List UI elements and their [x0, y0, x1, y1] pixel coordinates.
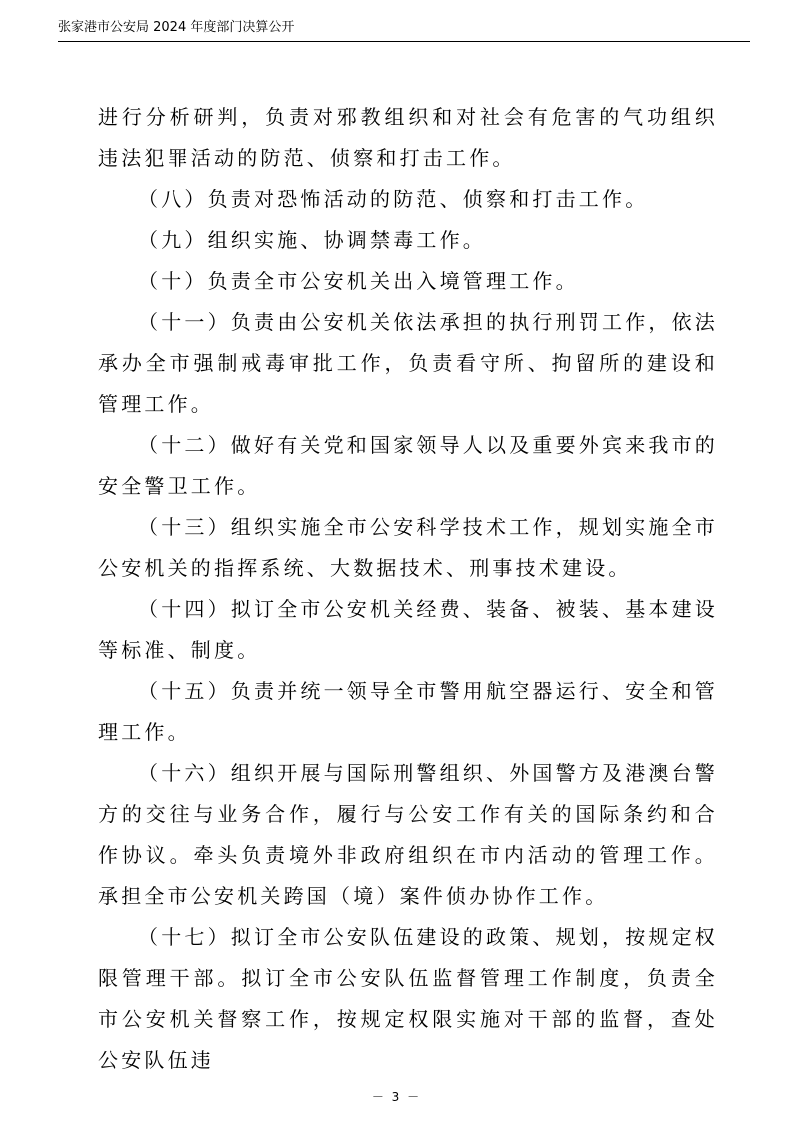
- paragraph-item-14: （十四）拟订全市公安机关经费、装备、被装、基本建设等标准、制度。: [98, 597, 718, 662]
- paragraph-item-9: （九）组织实施、协调禁毒工作。: [138, 228, 486, 252]
- paragraph-item-12: （十二）做好有关党和国家领导人以及重要外宾来我市的安全警卫工作。: [98, 433, 718, 498]
- paragraph-continued: 进行分析研判，负责对邪教组织和对社会有危害的气功组织违法犯罪活动的防范、侦察和打击工作。: [98, 105, 718, 170]
- paragraph-item-10: （十）负责全市公安机关出入境管理工作。: [138, 269, 579, 293]
- paragraph-item-17: （十七）拟订全市公安队伍建设的政策、规划，按规定权限管理干部。拟订全市公安队伍监督管理工作制度，负责全市公安机关督察工作，按规定权限实施对干部的监督，查处公安队伍违: [98, 925, 718, 1072]
- paragraph-item-13: （十三）组织实施全市公安科学技术工作，规划实施全市公安机关的指挥系统、大数据技术、刑事技术建设。: [98, 515, 718, 580]
- document-body: [98, 97, 718, 1081]
- paragraph-item-16: （十六）组织开展与国际刑警组织、外国警方及港澳台警方的交往与业务合作，履行与公安工作有关的国际条约和合作协议。牵头负责境外非政府组织在市内活动的管理工作。承担全市公安机关跨国（境）案件侦办协作工作。: [98, 761, 718, 908]
- paragraph-item-8: （八）负责对恐怖活动的防范、侦察和打击工作。: [138, 187, 649, 211]
- header-divider: [58, 41, 750, 42]
- paragraph-item-11: （十一）负责由公安机关依法承担的执行刑罚工作，依法承办全市强制戒毒审批工作，负责看守所、拘留所的建设和管理工作。: [98, 310, 718, 416]
- page-number: － 3 －: [371, 1090, 422, 1104]
- page-header: 张家港市公安局 2024 年度部门决算公开: [58, 20, 295, 35]
- paragraph-item-15: （十五）负责并统一领导全市警用航空器运行、安全和管理工作。: [98, 679, 718, 744]
